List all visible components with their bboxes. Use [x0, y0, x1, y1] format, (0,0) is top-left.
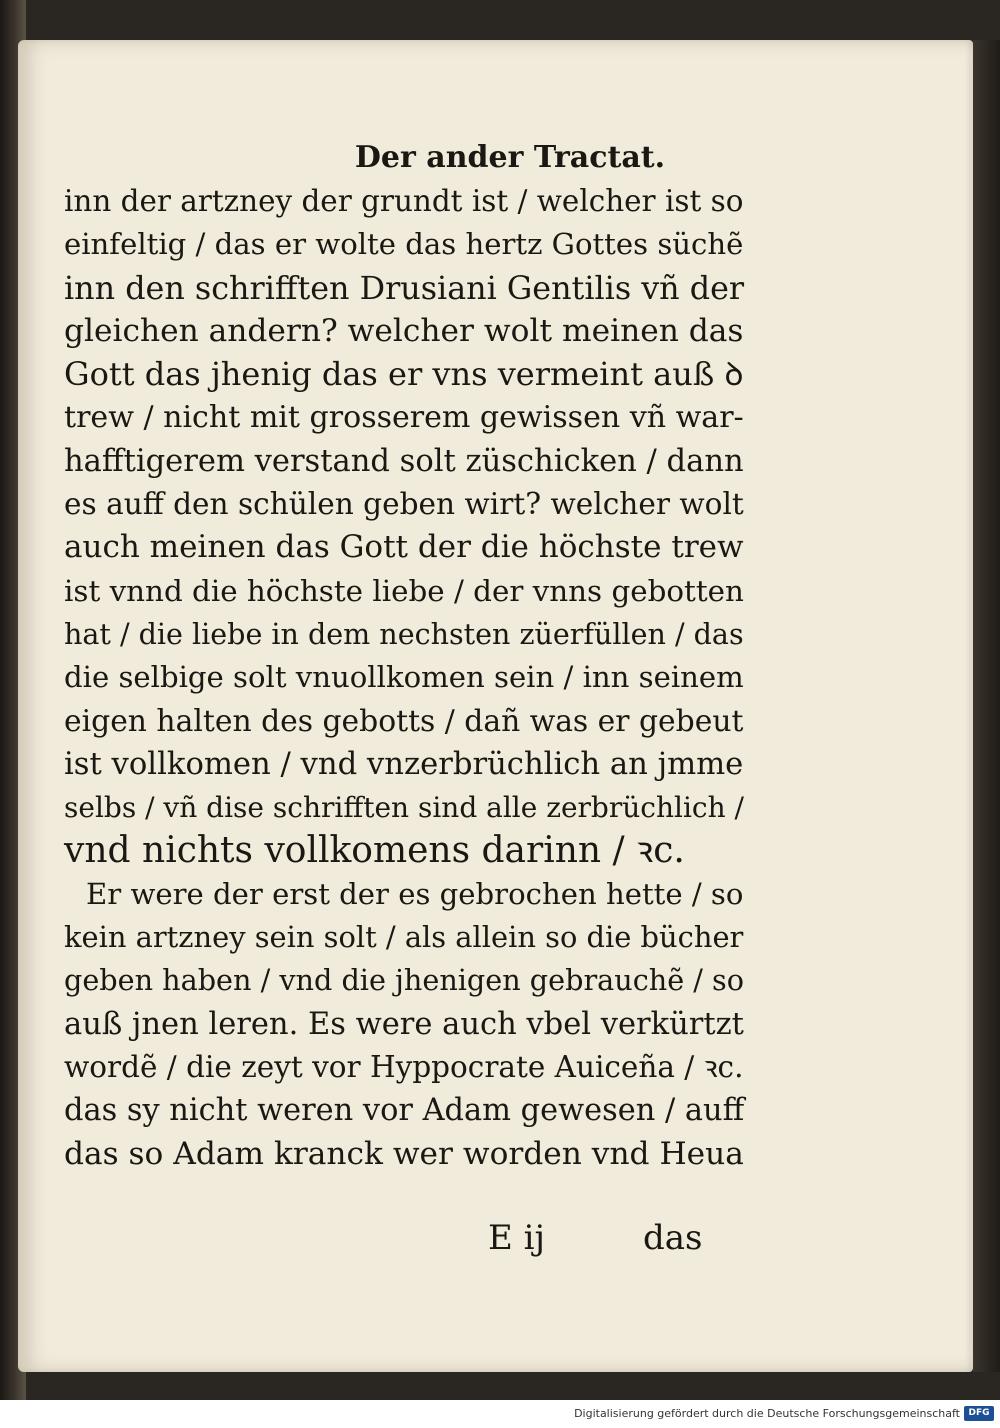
- text-line: inn den schrifften Drusiani Gentilis vñ der: [64, 269, 745, 307]
- text-line: wordẽ / die zeyt vor Hyppocrate Auiceña / ꝛc.: [64, 1049, 744, 1084]
- running-head: Der ander Tractat.: [354, 140, 666, 175]
- footer-bar: [0, 1400, 1000, 1428]
- text-line: auß jnen leren. Es were auch vbel verkürtzt: [64, 1006, 744, 1042]
- page-edge: [973, 40, 1000, 1372]
- text-line: Gott das jhenig das er vns vermeint auß ꝺ: [64, 355, 744, 394]
- signature-mark: E ij: [488, 1218, 546, 1258]
- text-line: einfeltig / das er wolte das hertz Gottes süchẽ: [64, 227, 744, 262]
- catchword: das: [643, 1218, 703, 1258]
- text-line: die selbige solt vnuollkomen sein / inn seinem: [64, 660, 744, 695]
- text-line: hat / die liebe in dem nechsten züerfüllen / das: [64, 616, 744, 651]
- text-line: trew / nicht mit grosserem gewissen vñ war-: [64, 400, 744, 436]
- text-line: kein artzney sein solt / als allein so die bücher: [64, 920, 744, 955]
- text-line: das so Adam kranck wer worden vnd Heua: [64, 1135, 744, 1172]
- text-line: Er were der erst der es gebrochen hette / so: [86, 876, 744, 911]
- text-line: geben haben / vnd die jhenigen gebrauchẽ / so: [64, 963, 744, 998]
- text-line: eigen halten des gebotts / dañ was er gebeut: [64, 703, 744, 739]
- text-line: hafftigerem verstand solt züschicken / dann: [64, 443, 744, 479]
- text-line: ist vnnd die höchste liebe / der vnns gebotten: [64, 573, 744, 608]
- text-line: auch meinen das Gott der die höchste trew: [64, 529, 744, 566]
- text-line: ist vollkomen / vnd vnzerbrüchlich an jmme: [64, 746, 744, 782]
- dfg-logo: DFG: [964, 1406, 994, 1421]
- text-line: gleichen andern? welcher wolt meinen das: [64, 312, 744, 349]
- text-line: es auff den schülen geben wirt? welcher wolt: [64, 487, 744, 522]
- text-line: inn der artzney der grundt ist / welcher ist so: [64, 184, 744, 218]
- funding-notice: Digitalisierung gefördert durch die Deutsche Forschungsgemeinschaft: [574, 1407, 960, 1420]
- text-line: vnd nichts vollkomens darinn / ꝛc.: [64, 830, 685, 872]
- text-line: selbs / vñ dise schrifften sind alle zerbrüchlich /: [64, 791, 744, 825]
- text-line: das sy nicht weren vor Adam gewesen / auff: [64, 1093, 745, 1129]
- text-block: [64, 180, 744, 1176]
